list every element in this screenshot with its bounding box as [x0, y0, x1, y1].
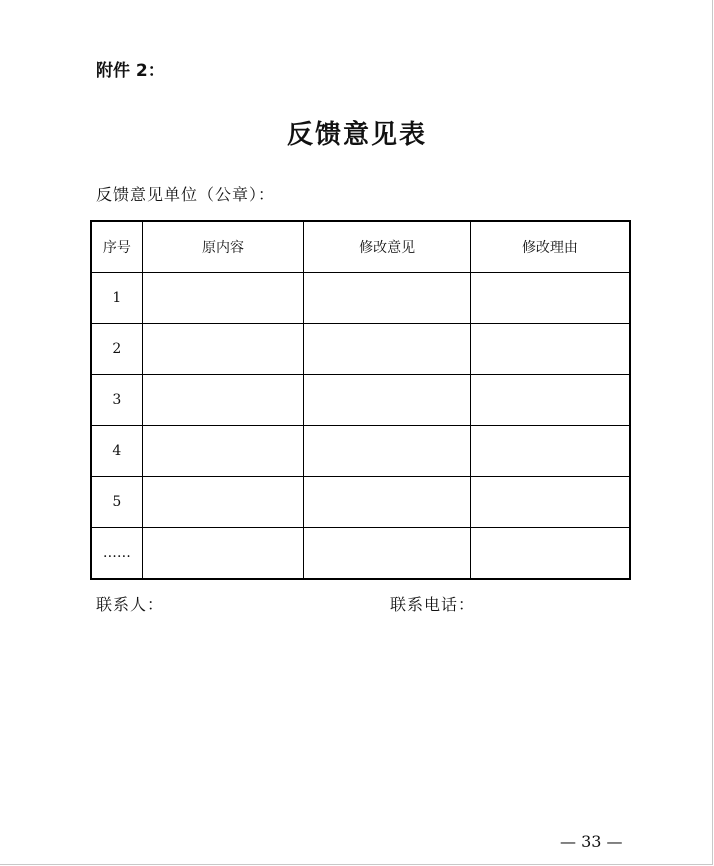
row-seq: 5 — [91, 477, 142, 528]
page-title: 反馈意见表 — [286, 120, 427, 150]
table-row — [91, 324, 630, 375]
row-seq: …… — [91, 528, 142, 580]
row-seq: 1 — [91, 273, 142, 324]
row-seq: 3 — [91, 375, 142, 426]
row-reason-cell[interactable] — [470, 426, 630, 477]
contact-phone-label: 联系电话： — [390, 595, 476, 614]
table-row — [91, 273, 630, 324]
row-original-cell[interactable] — [142, 426, 304, 477]
row-modification-cell[interactable] — [304, 375, 471, 426]
row-modification-cell[interactable] — [304, 477, 471, 528]
table-row — [91, 426, 630, 477]
row-reason-cell[interactable] — [470, 528, 630, 580]
feedback-unit-label: 反馈意见单位（公章）： — [96, 185, 276, 204]
row-original-cell[interactable] — [142, 477, 304, 528]
feedback-table — [90, 220, 631, 580]
page-number: — 33 — — [560, 832, 623, 851]
table-row — [91, 375, 630, 426]
header-reason: 修改理由 — [470, 221, 630, 273]
header-modification: 修改意见 — [304, 221, 471, 273]
row-original-cell[interactable] — [142, 273, 304, 324]
table-header-row — [91, 221, 630, 273]
attachment-label: 附件 2： — [96, 61, 165, 81]
header-original-content: 原内容 — [142, 221, 304, 273]
row-reason-cell[interactable] — [470, 273, 630, 324]
table-row — [91, 528, 630, 580]
row-modification-cell[interactable] — [304, 426, 471, 477]
row-modification-cell[interactable] — [304, 528, 471, 580]
row-seq: 2 — [91, 324, 142, 375]
row-reason-cell[interactable] — [470, 375, 630, 426]
header-seq: 序号 — [91, 221, 142, 273]
row-modification-cell[interactable] — [304, 324, 471, 375]
row-original-cell[interactable] — [142, 528, 304, 580]
row-reason-cell[interactable] — [470, 324, 630, 375]
row-reason-cell[interactable] — [470, 477, 630, 528]
row-seq: 4 — [91, 426, 142, 477]
table-row — [91, 477, 630, 528]
row-original-cell[interactable] — [142, 324, 304, 375]
contact-person-label: 联系人： — [96, 595, 165, 614]
row-original-cell[interactable] — [142, 375, 304, 426]
row-modification-cell[interactable] — [304, 273, 471, 324]
